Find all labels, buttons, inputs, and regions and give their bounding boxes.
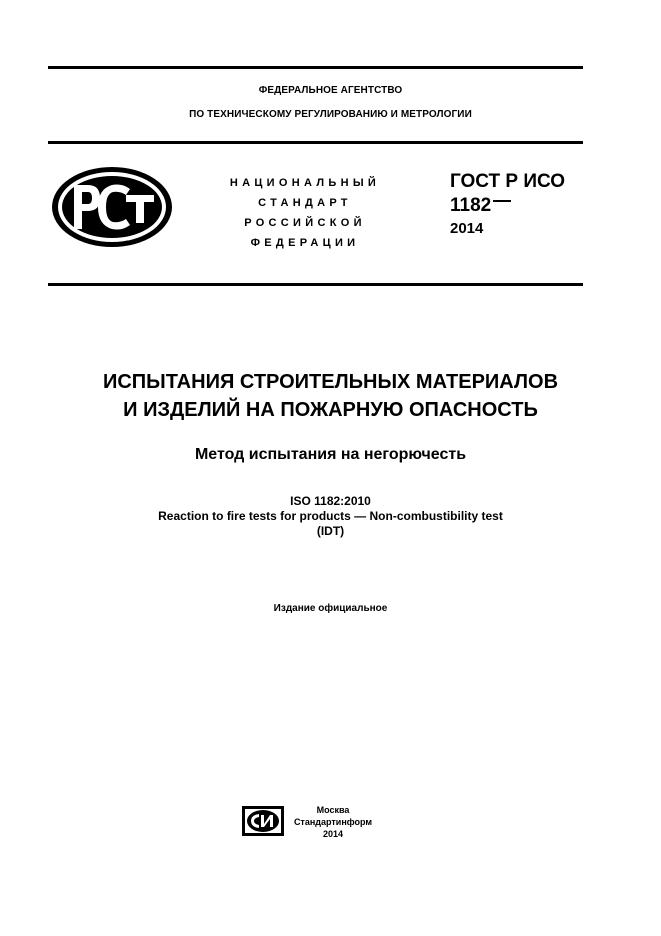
publisher-block [293,804,373,840]
agency-line-1: ФЕДЕРАЛЬНОЕ АГЕНТСТВО [258,85,403,96]
title-line-1: ИСПЫТАНИЯ СТРОИТЕЛЬНЫХ МАТЕРИАЛОВ [102,371,559,393]
gost-year: 2014 [450,220,484,237]
gost-number-line [450,194,565,218]
national-line: ФЕДЕРАЦИИ [250,237,360,249]
standartinform-logo-icon [242,806,284,836]
national-standard-label [205,173,405,253]
iso-type: (IDT) [316,524,345,538]
edition-label: Издание официальное [273,603,388,614]
iso-title: Reaction to fire tests for products — Non-combustibility test [158,509,503,523]
title-line-2: И ИЗДЕЛИЙ НА ПОЖАРНУЮ ОПАСНОСТЬ [123,399,538,421]
gost-line: ГОСТ Р ИСО [450,171,566,192]
national-line: РОССИЙСКОЙ [244,217,366,229]
publisher-year: 2014 [322,829,344,839]
iso-reference [0,494,661,539]
gost-number: 1182 [450,195,492,216]
bottom-rule [48,283,583,286]
national-line: СТАНДАРТ [258,197,352,209]
gost-dash [493,200,511,202]
top-rule [48,66,583,69]
publisher-name: Стандартинформ [293,817,373,827]
middle-rule [48,141,583,144]
gost-designation [450,170,565,239]
publisher-city: Москва [316,805,350,815]
agency-line-2: ПО ТЕХНИЧЕСКОМУ РЕГУЛИРОВАНИЮ И МЕТРОЛОГИИ [189,109,472,120]
rst-certification-logo-icon [50,165,174,249]
document-title [0,368,661,424]
national-line: НАЦИОНАЛЬНЫЙ [229,177,381,189]
document-subtitle: Метод испытания на негорючесть [194,446,467,463]
iso-code: ISO 1182:2010 [290,494,371,508]
